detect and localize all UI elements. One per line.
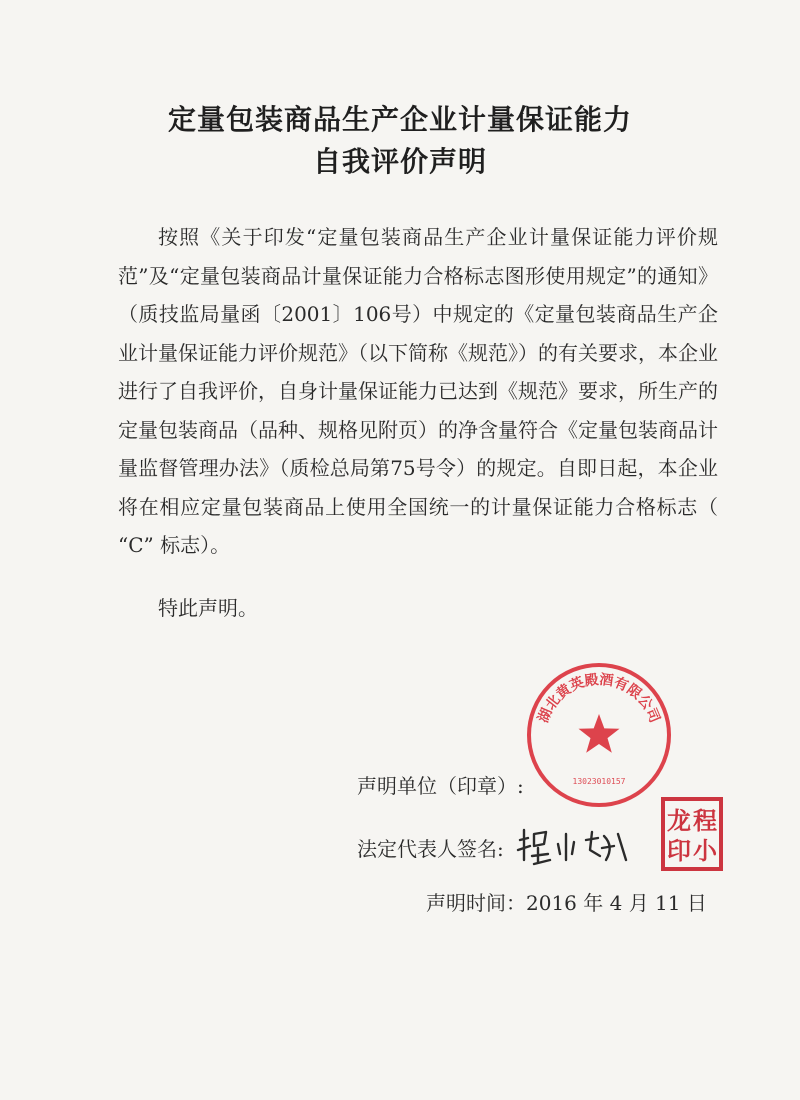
document-title-line-2: 自我评价声明	[312, 145, 487, 178]
document-title-line-1: 定量包装商品生产企业计量保证能力	[167, 103, 632, 136]
svg-text:印: 印	[667, 836, 691, 865]
company-seal	[524, 660, 674, 810]
svg-text:小: 小	[693, 836, 717, 865]
handwritten-signature	[514, 820, 634, 870]
closing-text: 特此声明。	[158, 596, 258, 620]
seal-star-icon	[579, 714, 620, 753]
personal-name-stamp	[661, 797, 723, 871]
legal-representative-label: 法定代表人签名:	[357, 837, 504, 861]
svg-text:程: 程	[693, 806, 717, 835]
svg-text:龙: 龙	[667, 806, 691, 835]
seal-company-name: 湖北黄英殿酒有限公司	[535, 671, 663, 726]
declaration-date: 声明时间：2016 年 4 月 11 日	[426, 891, 707, 915]
document-body	[118, 218, 718, 565]
declaration-paragraph: 按照《关于印发“定量包装商品生产企业计量保证能力评价规范”及“定量包装商品计量保证能力合格标志图形使用规定”的通知》（质技监局量函〔2001〕106号）中规定的《定量包装商品生产企业计量保证能力评价规范》（以下简称《规范》）的有关要求，本企业进行了自我评价，自身计量保证能力已达到《规范》要求，所生产的定量包装商品（品种、规格见附页）的净含量符合《定量包装商品计量监督管理办法》（质检总局第75号令）的规定。自即日起，本企业将在相应定量包装商品上使用全国统一的计量保证能力合格标志（ “C” 标志）。	[118, 225, 718, 557]
declaring-unit-label: 声明单位（印章）:	[357, 774, 524, 798]
seal-serial: 13023010157	[572, 777, 626, 786]
